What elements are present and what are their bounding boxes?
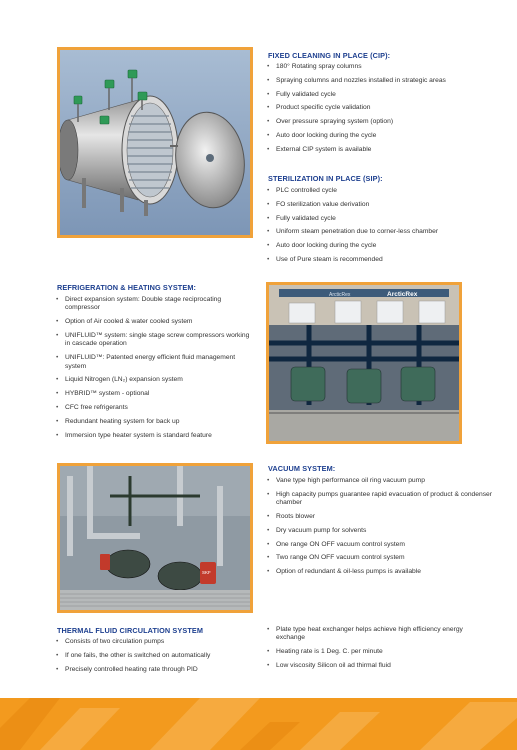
list-item: • Two range ON OFF vacuum control system xyxy=(266,554,496,562)
left-plate-label: ArcticRex xyxy=(329,292,351,298)
cip-chamber-image xyxy=(57,47,253,238)
refrigeration-title: REFRIGERATION & HEATING SYSTEM: xyxy=(57,283,197,292)
list-item: • Option of redundant & oil-less pumps is available xyxy=(266,568,496,576)
list-item: • Auto door locking during the cycle xyxy=(266,132,496,140)
list-item: • UNIFLUID™: Patented energy efficient fluid management system xyxy=(55,354,255,371)
list-item: • Product specific cycle validation xyxy=(266,104,496,112)
list-item: • Direct expansion system: Double stage reciprocating compressor xyxy=(55,296,255,313)
chamber-illustration xyxy=(60,50,250,235)
list-item: • PLC controlled cycle xyxy=(266,187,496,195)
vacuum-list xyxy=(266,477,496,582)
list-item: • HYBRID™ system - optional xyxy=(55,390,255,398)
list-item: • Use of Pure steam is recommended xyxy=(266,256,496,264)
vacuum-illustration xyxy=(60,466,250,610)
list-item: • Over pressure spraying system (option) xyxy=(266,118,496,126)
list-item: • Roots blower xyxy=(266,513,496,521)
list-item: • Heating rate is 1 Deg. C. per minute xyxy=(266,648,486,656)
list-item: • CFC free refrigerants xyxy=(55,404,255,412)
list-item: • Plate type heat exchanger helps achieve high efficiency energy exchange xyxy=(266,626,486,643)
sip-list xyxy=(266,187,496,270)
list-item: • UNIFLUID™ system: single stage screw compressors working in cascade operation xyxy=(55,332,255,349)
list-item: • External CIP system is available xyxy=(266,146,496,154)
footer-pattern xyxy=(0,698,517,750)
list-item: • 180° Rotating spray columns xyxy=(266,63,496,71)
list-item: • If one fails, the other is switched on automatically xyxy=(55,652,255,660)
list-item: • Spraying columns and nozzles installed in strategic areas xyxy=(266,77,496,85)
sip-title: STERILIZATION IN PLACE (SIP): xyxy=(268,174,383,183)
list-item: • Uniform steam penetration due to corner-less chamber xyxy=(266,228,496,236)
thermal-list-left xyxy=(55,638,255,679)
list-item: • Auto door locking during the cycle xyxy=(266,242,496,250)
list-item: • Redundant heating system for back up xyxy=(55,418,255,426)
compressor-photo xyxy=(266,282,462,444)
pump-tag: SKF xyxy=(202,570,211,575)
cip-list xyxy=(266,63,496,160)
list-item: • Fully validated cycle xyxy=(266,91,496,99)
thermal-list-right xyxy=(266,626,486,676)
list-item: • Liquid Nitrogen (LN₂) expansion system xyxy=(55,376,255,384)
vacuum-title: VACUUM SYSTEM: xyxy=(268,464,336,473)
list-item: • Consists of two circulation pumps xyxy=(55,638,255,646)
brand-label: ArcticRex xyxy=(387,291,418,298)
list-item: • Vane type high performance oil ring vacuum pump xyxy=(266,477,496,485)
list-item: • Low viscosity Silicon oil ad thirmal fluid xyxy=(266,662,486,670)
list-item: • One range ON OFF vacuum control system xyxy=(266,541,496,549)
thermal-title: THERMAL FLUID CIRCULATION SYSTEM xyxy=(57,626,204,635)
footer-band xyxy=(0,698,517,750)
list-item: • Precisely controlled heating rate through PID xyxy=(55,666,255,674)
list-item: • High capacity pumps guarantee rapid evacuation of product & condenser chamber xyxy=(266,491,496,508)
list-item: • Dry vacuum pump for solvents xyxy=(266,527,496,535)
cip-title: FIXED CLEANING IN PLACE (CIP): xyxy=(268,51,391,60)
vacuum-pump-photo xyxy=(57,463,253,613)
refrigeration-list xyxy=(55,296,255,445)
list-item: • FO sterilization value derivation xyxy=(266,201,496,209)
list-item: • Option of Air cooled & water cooled system xyxy=(55,318,255,326)
list-item: • Fully validated cycle xyxy=(266,215,496,223)
list-item: • Immersion type heater system is standard feature xyxy=(55,432,255,440)
compressor-illustration xyxy=(269,285,459,441)
